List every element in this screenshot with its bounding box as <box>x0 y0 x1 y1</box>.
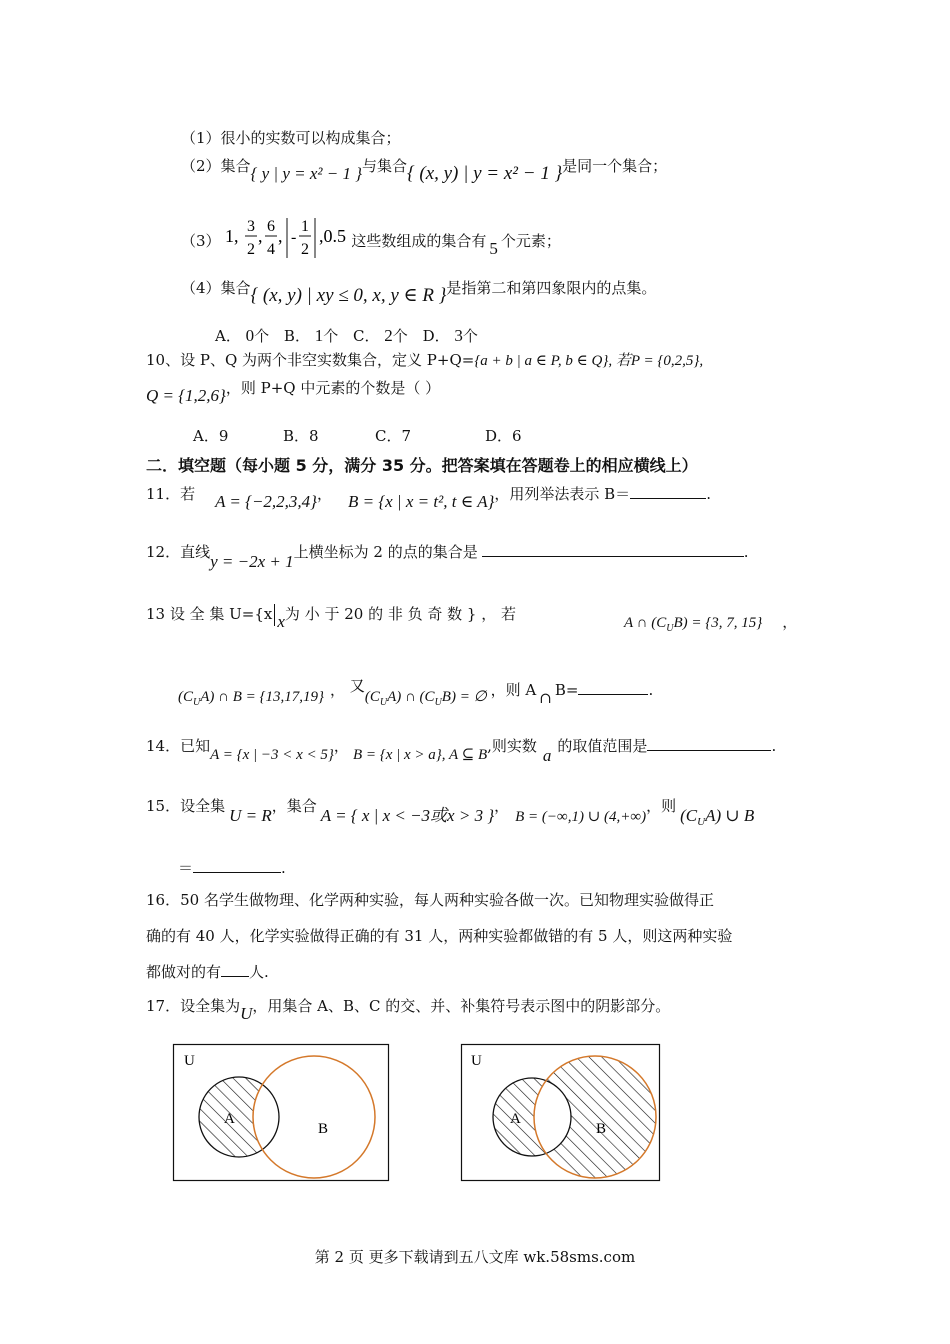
svg-text:-: - <box>291 229 297 246</box>
q9-statement-1: （1）很小的实数可以构成集合； <box>181 129 401 147</box>
venn2-u-label: U <box>471 1053 482 1069</box>
venn1-u-label: U <box>184 1053 195 1069</box>
svg-text:1: 1 <box>301 218 310 235</box>
q9-set-1: { y | y = x² − 1 } <box>250 164 362 183</box>
venn1-b-label: B <box>318 1121 329 1137</box>
svg-text:4: 4 <box>267 241 276 258</box>
q9-option-c: C． 2个 <box>353 326 408 345</box>
q15-line-1: 15．设全集 U = R，集合 A = { x | x < −3或x > 3 }，B = (−∞,1) ∪ (4,+∞)，则 $(C_UA)$ ∪ B <box>146 797 755 828</box>
q10-option-b: B．8 <box>283 427 319 445</box>
q11: 11．若 A = {−2,2,3,4}， B = {x | x = t², t ∈ A}，用列举法表示 B＝ . <box>146 485 711 511</box>
q16-answer-blank[interactable] <box>221 962 249 977</box>
q12: 12．直线y = −2x + 1上横坐标为 2 的点的集合是 . <box>146 543 749 571</box>
q10-option-a: A．9 <box>193 427 229 445</box>
q17: 17．设全集为U，用集合 A、B、C 的交、并、补集符号表示图中的阴影部分。 <box>146 997 671 1023</box>
q13-line-1: 13 设 全 集 U={x x为 小 于 20 的 非 负 奇 数 } ， 若 <box>146 605 517 631</box>
q10-stem-2: Q = {1,2,6}，则 P+Q 中元素的个数是（ ） <box>146 379 441 405</box>
svg-text:,: , <box>278 226 283 246</box>
q16-line-2: 确的有 40 人，化学实验做得正确的有 31 人，两种实验都做错的有 5 人，则这两种实验 <box>146 927 733 945</box>
venn2-b-label: B <box>596 1121 607 1137</box>
svg-text:3: 3 <box>247 218 256 235</box>
svg-text:2: 2 <box>247 241 256 258</box>
q10-option-d: D．6 <box>485 427 522 445</box>
q9-statement-2: （2）集合{ y | y = x² − 1 }与集合{ (x, y) | y = x² − 1 }是同一个集合； <box>181 157 668 184</box>
svg-text:2: 2 <box>301 241 310 258</box>
page-footer: 第 2 页 更多下载请到五八文库 wk.58sms.com <box>314 1248 636 1266</box>
svg-text:,0.5: ,0.5 <box>319 226 347 246</box>
q16-line-1: 16．50 名学生做物理、化学两种实验，每人两种实验各做一次。已知物理实验做得正 <box>146 891 714 909</box>
svg-text:,: , <box>258 226 263 246</box>
q9-statement-3: （3） 1, 3 2 , 6 4 , - 1 2 ,0.5 这些数组成的集合有 5 个元素； <box>181 218 561 266</box>
q9-option-a: A． 0个 <box>215 326 270 345</box>
venn-diagram-2 <box>460 1043 664 1183</box>
q9-options <box>215 326 478 346</box>
q10-option-c: C．7 <box>375 427 412 445</box>
venn1-a-label: A <box>224 1111 235 1127</box>
q10-options <box>193 426 522 446</box>
q11-answer-blank[interactable] <box>630 484 706 499</box>
venn2-a-label: A <box>510 1111 521 1127</box>
q16-line-3: 都做对的有 人. <box>146 963 269 981</box>
svg-text:1,: 1, <box>225 226 239 246</box>
q9-set-2: { (x, y) | y = x² − 1 } <box>407 163 563 184</box>
q13-line-2: $(C_UA)$ ∩ B = {13,17,19} ， 又$(C_UA)$ ∩ $(C_UB)$ = ∅ ，则 A ∩ B= . <box>178 677 654 708</box>
q14: 14．已知A = {x | −3 < x < 5}， B = {x | x > a}, A ⊆ B,则实数 a 的取值范围是 . <box>146 737 777 765</box>
venn-diagram-1 <box>172 1043 390 1183</box>
q13-answer-blank[interactable] <box>578 680 648 695</box>
q15-line-2: ＝ . <box>178 859 286 877</box>
q9-option-d: D． 3个 <box>422 326 478 345</box>
q9-numbers-formula <box>225 214 351 262</box>
q12-answer-blank[interactable] <box>482 542 744 557</box>
q10-stem: 10、设 P、Q 为两个非空实数集合，定义 P+Q={a + b | a ∈ P, b ∈ Q}, 若P = {0,2,5}, <box>146 351 704 369</box>
q15-answer-blank[interactable] <box>193 858 281 873</box>
q14-answer-blank[interactable] <box>647 736 771 751</box>
q9-statement-4: （4）集合{ (x, y) | xy ≤ 0, x, y ∈ R }是指第二和第四象限内的点集。 <box>181 279 657 306</box>
section-heading: 二．填空题（每小题 5 分，满分 35 分。把答案填在答题卷上的相应横线上） <box>146 456 698 475</box>
q13-condition-1: A ∩ $(C_UB) = \{3$, 7, 15} ， <box>624 613 798 634</box>
svg-text:6: 6 <box>267 218 276 235</box>
q9-option-b: B． 1个 <box>283 326 339 345</box>
q9-set-4: { (x, y) | xy ≤ 0, x, y ∈ R } <box>250 285 447 306</box>
